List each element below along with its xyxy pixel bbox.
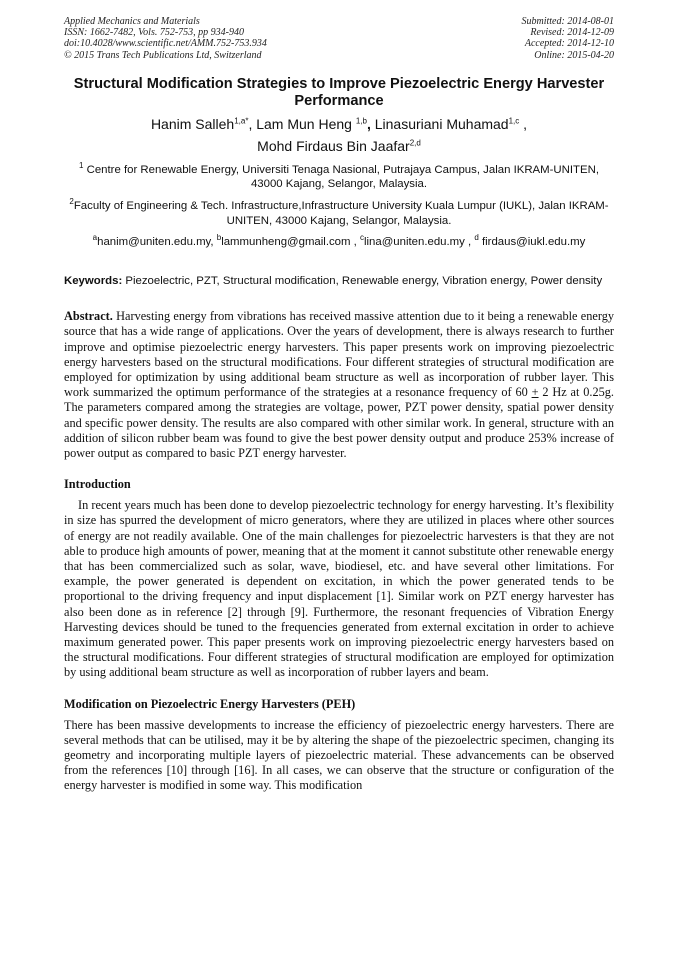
keywords [64, 274, 614, 288]
affiliation-text: Faculty of Engineering & Tech. Infrastructure,Infrastructure University Kuala Lumpur (IUKL), Jalan IKRAM-UNITEN, 43000 Kajang, Selangor, Malaysia. [73, 200, 609, 227]
author-emails [64, 235, 614, 249]
email-sup: c [360, 233, 364, 243]
affiliation-sup: 1 [79, 161, 84, 171]
date-online: Online: 2015-04-20 [534, 49, 614, 61]
author-name: Lam Mun Heng [256, 115, 356, 132]
plus-minus-symbol: + [531, 385, 539, 400]
affiliation-2 [64, 199, 614, 228]
author-name: Hanim Salleh [150, 115, 235, 132]
journal-issn: ISSN: 1662-7482, Vols. 752-753, pp 934-940 [64, 27, 244, 39]
email-b[interactable]: lammunheng@gmail.com , [221, 236, 360, 249]
abstract [64, 309, 614, 461]
introduction-paragraph: In recent years much has been done to develop piezoelectric technology for energy harvesting. It’s flexibility in size has spurred the development of micro generators, where they are utilized in places where other sources of energy are not readily available. One of the main challenges for piezoelectric harvesters is that they are not able to produce high amounts of power, meaning that at the moment it cannot substitute other renewable energy that has been commercialized such as solar, wave, biodiesel, etc. and have several other limitations. For example, the power generated is dependent on excitation, in which the power generated tends to be proportional to the driving frequency and input displacement [1]. Similar work on PZT energy harvester has also been done as in reference [2] through [9]. Furthermore, the resonant frequencies of Vibration Energy Harvesting devices should be tuned to the frequencies generated from external excitation in order to achieve maximum generated power. This paper presents work on improving piezoelectric energy harvesters based on the structural modifications. Four different strategies of structural modification are employed for optimization by using additional beam structure as well as incorporation of rubber layers and beam. [64, 498, 614, 680]
journal-name: Applied Mechanics and Materials [64, 16, 200, 27]
date-submitted: Submitted: 2014-08-01 [521, 16, 614, 27]
modification-paragraph: There has been massive developments to increase the efficiency of piezoelectric energy harvesters. There are several methods that can be utilised, may it be by altering the shape of the piezoelectric specimen, changing its geometry and incorporating multiple layers of piezoelectric material. These advancements can be observed from the references [10] through [16]. In all cases, we can observe that the structure or configuration of the energy harvester is modified in some way. This modification [64, 717, 614, 793]
paper-title: Structural Modification Strategies to Improve Piezoelectric Energy Harvester Performance [73, 75, 605, 109]
date-accepted: Accepted: 2014-12-10 [524, 38, 614, 50]
date-revised: Revised: 2014-12-09 [530, 27, 614, 39]
section-heading-modification: Modification on Piezoelectric Energy Harvesters (PEH) [64, 696, 356, 711]
keywords-label: Keywords: [64, 275, 123, 288]
abstract-text: Harvesting energy from vibrations has received massive attention due to it being a renewable energy source that has a wide range of applications. Over the years of development, there is always research to further improve and optimise piezoelectric energy harvesters. This paper presents work on improving piezoelectric energy harvesters based on the structural modifications. Four different strategies of structural modification are employed for optimization by using additional beam structure as well as incorporation of rubber layer. This work summarized the optimum performance of the strategies at a resonance frequency of 60 [64, 309, 614, 400]
author-list: Hanim Salleh$^{1,a*}$, Lam Mun Heng $^{1,b}$, Linasuriani Muhamad$^{1,c}$ , Mohd Firdaus Bin Jaafar$^{2,d}$ [150, 115, 528, 154]
section-heading-introduction: Introduction [64, 477, 131, 492]
abstract-text-cont: 2 Hz at 0.25g. The parameters compared among the strategies are voltage, power, PZT power density, spatial power density and specific power density. The results are also compared with other similar work. In general, structure with an addition of silicon rubber beam was found to give the best power density output and produce 253% increase of power output as compared to basic PZT energy harvester. [64, 385, 614, 461]
author-sup: 2,d [409, 138, 421, 148]
author-sup: 1,b [355, 116, 367, 126]
author-name: Mohd Firdaus Bin Jaafar [257, 137, 410, 154]
email-d[interactable]: firdaus@iukl.edu.my [478, 236, 586, 249]
abstract-label: Abstract. [64, 309, 113, 324]
email-sup: d [474, 233, 479, 243]
journal-copyright: © 2015 Trans Tech Publications Ltd, Switzerland [64, 49, 262, 61]
author-sup: 1,a* [234, 116, 249, 126]
journal-header [64, 16, 614, 61]
journal-info [64, 16, 267, 61]
affiliation-sup: 2 [69, 197, 74, 207]
affiliation-1 [64, 163, 614, 192]
email-sup: a [92, 233, 98, 243]
email-a[interactable]: hanim@uniten.edu.my, [97, 236, 217, 249]
author-sup: 1,c [508, 116, 520, 126]
email-c[interactable]: lina@uniten.edu.my , [364, 236, 475, 249]
publication-dates [522, 16, 615, 61]
journal-doi[interactable]: doi:10.4028/www.scientific.net/AMM.752-753.934 [64, 38, 267, 50]
keywords-text: Piezoelectric, PZT, Structural modification, Renewable energy, Vibration energy, Power density [122, 275, 603, 288]
paper-page [64, 16, 614, 794]
email-sup: b [216, 233, 222, 243]
author-name: Linasuriani Muhamad [370, 115, 509, 132]
affiliation-text: Centre for Renewable Energy, Universiti Tenaga Nasional, Putrajaya Campus, Jalan IKRAM-UNITEN, 43000 Kajang, Selangor, Malaysia. [83, 163, 599, 191]
